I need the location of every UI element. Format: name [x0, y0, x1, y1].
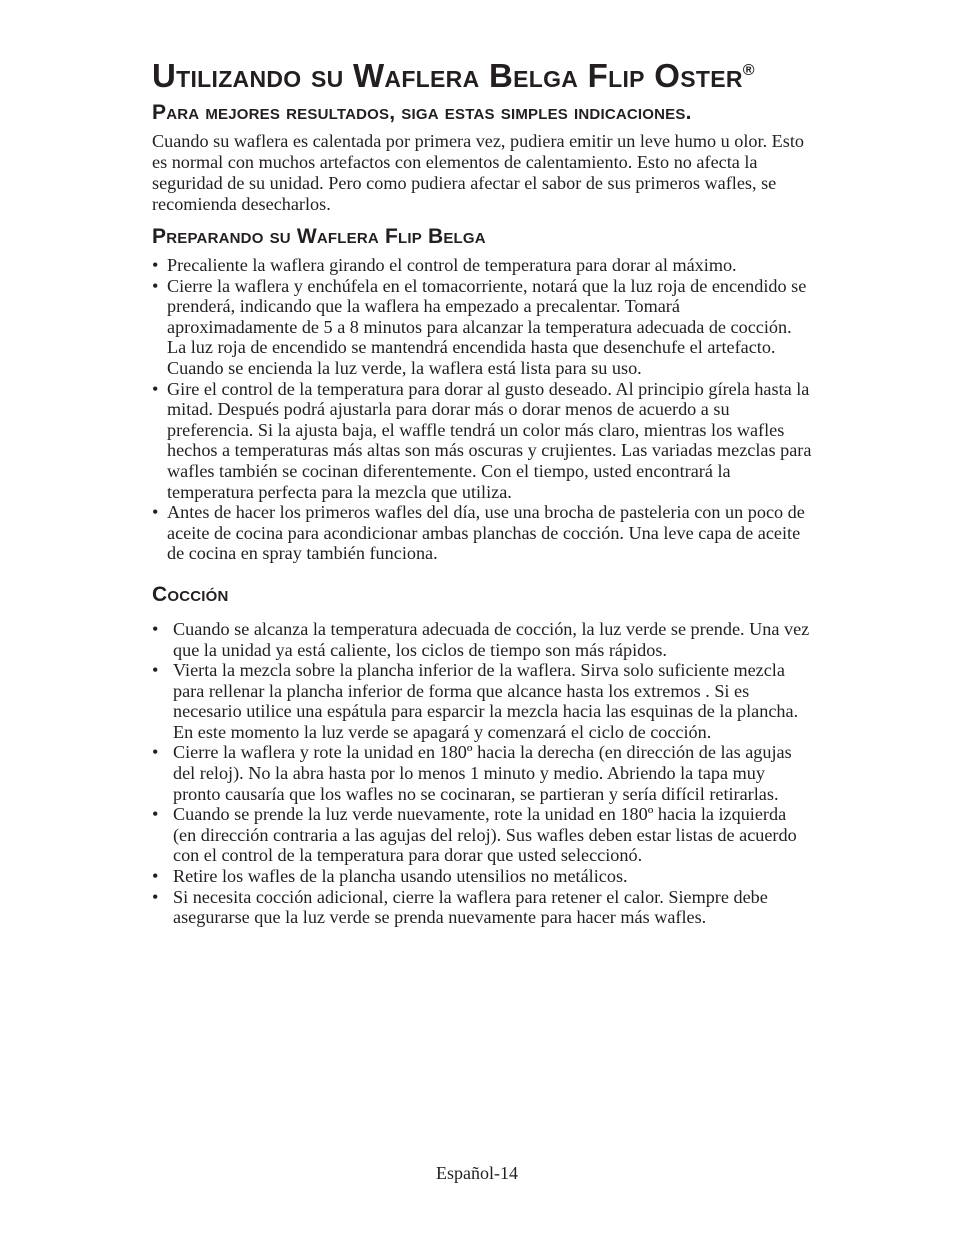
list-item [152, 379, 812, 503]
bullet-icon: • [152, 886, 159, 907]
list-item-text: Si necesita cocción adicional, cierre la waflera para retener el calor. Siempre debe asegurarse que la luz verde se prenda nuevamente para hacer más wafles. [173, 886, 768, 928]
list-item-text: Retire los wafles de la plancha usando utensilios no metálicos. [173, 866, 628, 887]
bullet-icon: • [152, 502, 159, 523]
list-item [152, 619, 812, 660]
bullet-icon: • [152, 255, 159, 275]
bullet-icon: • [152, 378, 159, 399]
registered-mark: ® [742, 62, 755, 79]
intro-heading: Para mejores resultados, siga estas simples indicaciones. [152, 101, 692, 124]
page-title [152, 56, 812, 94]
page-number: Español-14 [436, 1163, 518, 1183]
list-item [152, 660, 812, 742]
list-item [152, 887, 812, 928]
list-item-text: Gire el control de la temperatura para dorar al gusto deseado. Al principio gírela hasta la mitad. Después podrá ajustarla para dorar más o dorar menos de acuerdo a su preferencia. Si la ajusta baja, el waffle tendrá un color más claro, mientras los wafles hechos a temperaturas más altas son más oscuras y crujientes. Las variadas mezclas para wafles también se cocinan diferentemente. Con el tiempo, usted encontrará la temperatura perfecta para la mezcla que utiliza. [167, 378, 812, 502]
list-item-text: Cierre la waflera y enchúfela en el tomacorriente, notará que la luz roja de encendido se prenderá, indicando que la waflera ha empezado a precalentar. Tomará aproximadamente de 5 a 8 minutos para alcanzar la temperatura adecuada de cocción. La luz roja de encendido se mantendrá encendida hasta que desenchufe el artefacto. Cuando se encienda la luz verde, la waflera está lista para su uso. [167, 275, 807, 378]
page-content [152, 56, 812, 928]
coccion-list [152, 619, 812, 928]
list-item-text: Vierta la mezcla sobre la plancha inferior de la waflera. Sirva solo suficiente mezcla para rellenar la plancha inferior de forma que alcance hasta los extremos . Si es necesario utilice una espátula para esparcir la mezcla hacia las esquinas de la plancha. En este momento la luz verde se apagará y comenzará el ciclo de cocción. [173, 660, 799, 742]
bullet-icon: • [152, 866, 159, 887]
bullet-icon: • [152, 618, 159, 639]
list-item [152, 742, 812, 804]
bullet-icon: • [152, 660, 159, 681]
intro-paragraph: Cuando su waflera es calentada por primera vez, pudiera emitir un leve humo u olor. Esto es normal con muchos artefactos con elementos de calentamiento. Esto no afecta la seguridad de su unidad. Pero como pudiera afectar el sabor de sus primeros wafles, se recomienda desecharlos. [152, 131, 805, 214]
bullet-icon: • [152, 275, 159, 296]
list-item-text: Antes de hacer los primeros wafles del día, use una brocha de pasteleria con un poco de aceite de cocina para acondicionar ambas planchas de cocción. Una leve capa de aceite de cocina en spray también funciona. [167, 502, 805, 564]
list-item-text: Cuando se alcanza la temperatura adecuada de cocción, la luz verde se prende. Una vez que la unidad ya está caliente, los ciclos de tiempo son más rápidos. [173, 618, 810, 660]
list-item [152, 255, 812, 276]
page-title-text: Utilizando su Waflera Belga Flip Oster [152, 57, 743, 94]
coccion-heading: Cocción [152, 582, 229, 606]
list-item-text: Cierre la waflera y rote la unidad en 180º hacia la derecha (en dirección de las agujas del reloj). No la abra hasta por lo menos 1 minuto y medio. Abriendo la tapa muy pronto causaría que los wafles no se cocinaran, se partieran y sería difícil retirarlas. [173, 742, 792, 804]
bullet-icon: • [152, 804, 159, 825]
list-item [152, 276, 812, 379]
preparando-heading: Preparando su Waflera Flip Belga [152, 225, 486, 248]
list-item [152, 866, 812, 887]
bullet-icon: • [152, 742, 159, 763]
list-item [152, 804, 812, 866]
list-item [152, 502, 812, 564]
preparando-list [152, 255, 812, 564]
list-item-text: Precaliente la waflera girando el control de temperatura para dorar al máximo. [167, 255, 737, 275]
list-item-text: Cuando se prende la luz verde nuevamente, rote la unidad en 180º hacia la izquierda (en dirección contraria a las agujas del reloj). Sus wafles deben estar listas de acuerdo con el control de la temperatura para dorar que usted seleccionó. [173, 804, 797, 866]
